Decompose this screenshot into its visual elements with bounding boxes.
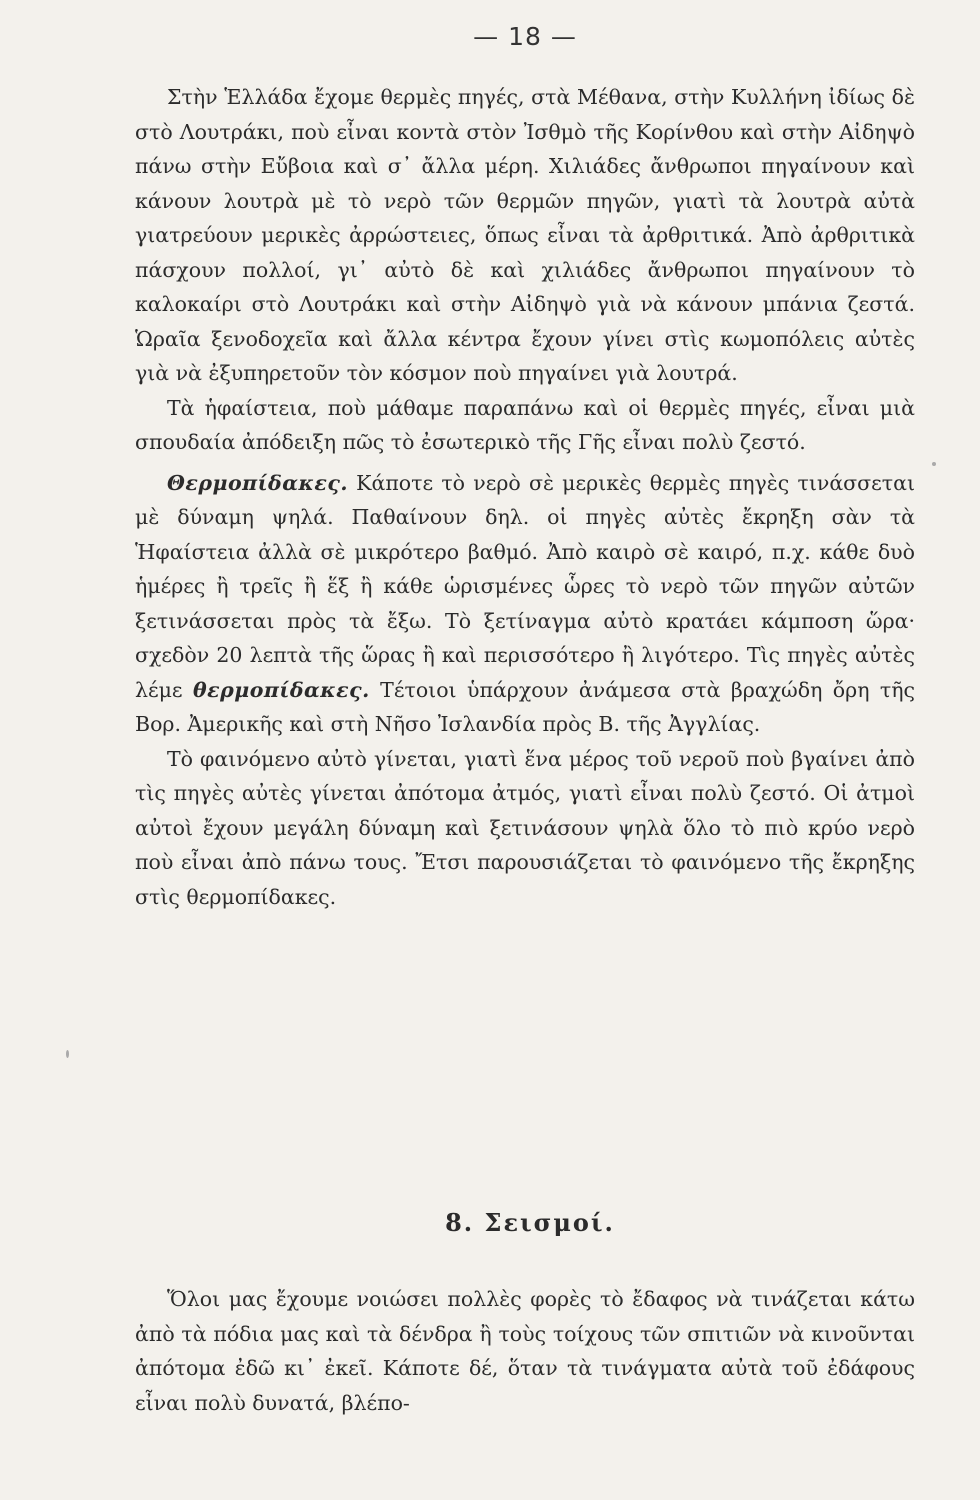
term-geysers-2: θερμοπίδακες.	[192, 677, 370, 702]
section-body	[135, 1282, 915, 1420]
paper-speck	[932, 462, 936, 466]
paragraph-geysers	[135, 466, 915, 742]
geysers-text-2: Τέτοιοι ὑπάρχουν ἀνάμεσα στὰ βραχώδη ὄρη τῆς Βορ. Ἀμερικῆς καὶ στὴ Νῆσο Ἰσλανδία πρὸς Β. τῆς Ἀγγλίας.	[135, 677, 915, 736]
paragraph-earthquakes: Ὅλοι μας ἔχουμε νοιώσει πολλὲς φορὲς τὸ ἔδαφος νὰ τινάζεται κάτω ἀπὸ τὰ πόδια μας καὶ τὰ δένδρα ἢ τοὺς τοίχους τῶν σπιτιῶν νὰ κινοῦνται ἀπότομα ἐδῶ κι᾽ ἐκεῖ. Κάποτε δέ, ὅταν τὰ τινάγματα αὐτὰ τοῦ ἐδάφους εἶναι πολὺ δυνατά, βλέπο-	[135, 1287, 915, 1415]
paragraph-earth-interior: Τὰ ἡφαίστεια, ποὺ μάθαμε παραπάνω καὶ οἱ θερμὲς πηγές, εἶναι μιὰ σπουδαία ἀπόδειξη πῶς τὸ ἐσωτερικὸ τῆς Γῆς εἶναι πολὺ ζεστό.	[135, 395, 915, 454]
geysers-text-1: Κάποτε τὸ νερὸ σὲ μερικὲς θερμὲς πηγὲς τινάσσεται μὲ δύναμη ψηλά. Παθαίνουν δηλ. οἱ πηγὲς αὐτὲς ἔκρηξη σὰν τὰ Ἡφαίστεια ἀλλὰ σὲ μικρότερο βαθμό. Ἀπὸ καιρὸ σὲ καιρό, π.χ. κάθε δυὸ ἡμέρες ἢ τρεῖς ἢ ἕξ ἢ κάθε ὡρισμένες ὧρες τὸ νερὸ τῶν πηγῶν αὐτῶν ξετινάσσεται πρὸς τὰ ἔξω. Τὸ ξετίναγμα αὐτὸ κρατάει κάμποση ὥρα· σχεδὸν 20 λεπτὰ τῆς ὥρας ἢ καὶ περισσότερο ἢ λιγότερο. Τὶς πηγὲς αὐτὲς λέμε	[135, 470, 915, 702]
section-heading: 8. Σεισμοί.	[445, 1208, 615, 1237]
paper-speck	[66, 1050, 69, 1058]
term-geysers: Θερμοπίδακες.	[167, 470, 348, 495]
paragraph-hot-springs: Στὴν Ἑλλάδα ἔχομε θερμὲς πηγές, στὰ Μέθανα, στὴν Κυλλήνη ἰδίως δὲ στὸ Λουτράκι, ποὺ εἶναι κοντὰ στὸν Ἰσθμὸ τῆς Κορίνθου καὶ στὴν Αἰδηψὸ πάνω στὴν Εὔβοια καὶ σ᾽ ἄλλα μέρη. Χιλιάδες ἄνθρωποι πηγαίνουν καὶ κάνουν λουτρὰ μὲ τὸ νερὸ τῶν θερμῶν πηγῶν, γιατὶ τὰ λουτρὰ αὐτὰ γιατρεύουν μερικὲς ἀρρώστειες, ὅπως εἶναι τὰ ἀρθριτικά. Ἀπὸ ἀρθριτικὰ πάσχουν πολλοί, γι᾽ αὐτὸ δὲ καὶ χιλιάδες ἄνθρωποι πηγαίνουν τὸ καλοκαίρι στὸ Λουτράκι καὶ στὴν Αἰδηψὸ γιὰ νὰ κάνουν μπάνια ζεστά. Ὡραῖα ξενοδοχεῖα καὶ ἄλλα κέντρα ἔχουν γίνει στὶς κωμοπόλεις αὐτὲς γιὰ νὰ ἐξυπηρετοῦν τὸν κόσμον ποὺ πηγαίνει γιὰ λουτρά.	[135, 85, 915, 385]
page-number: — 18 —	[473, 22, 577, 51]
body-text	[135, 80, 915, 914]
paragraph-geyser-explanation: Τὸ φαινόμενο αὐτὸ γίνεται, γιατὶ ἕνα μέρος τοῦ νεροῦ ποὺ βγαίνει ἀπὸ τὶς πηγὲς αὐτὲς γίνεται ἀπότομα ἀτμός, γιατὶ εἶναι πολὺ ζεστό. Οἱ ἀτμοὶ αὐτοὶ ἔχουν μεγάλη δύναμη καὶ ξετινάσουν ψηλὰ ὅλο τὸ πιὸ κρύο νερὸ ποὺ εἶναι ἀπὸ πάνω τους. Ἔτσι παρουσιάζεται τὸ φαινόμενο τῆς ἔκρηξης στὶς θερμοπίδακες.	[135, 746, 915, 909]
